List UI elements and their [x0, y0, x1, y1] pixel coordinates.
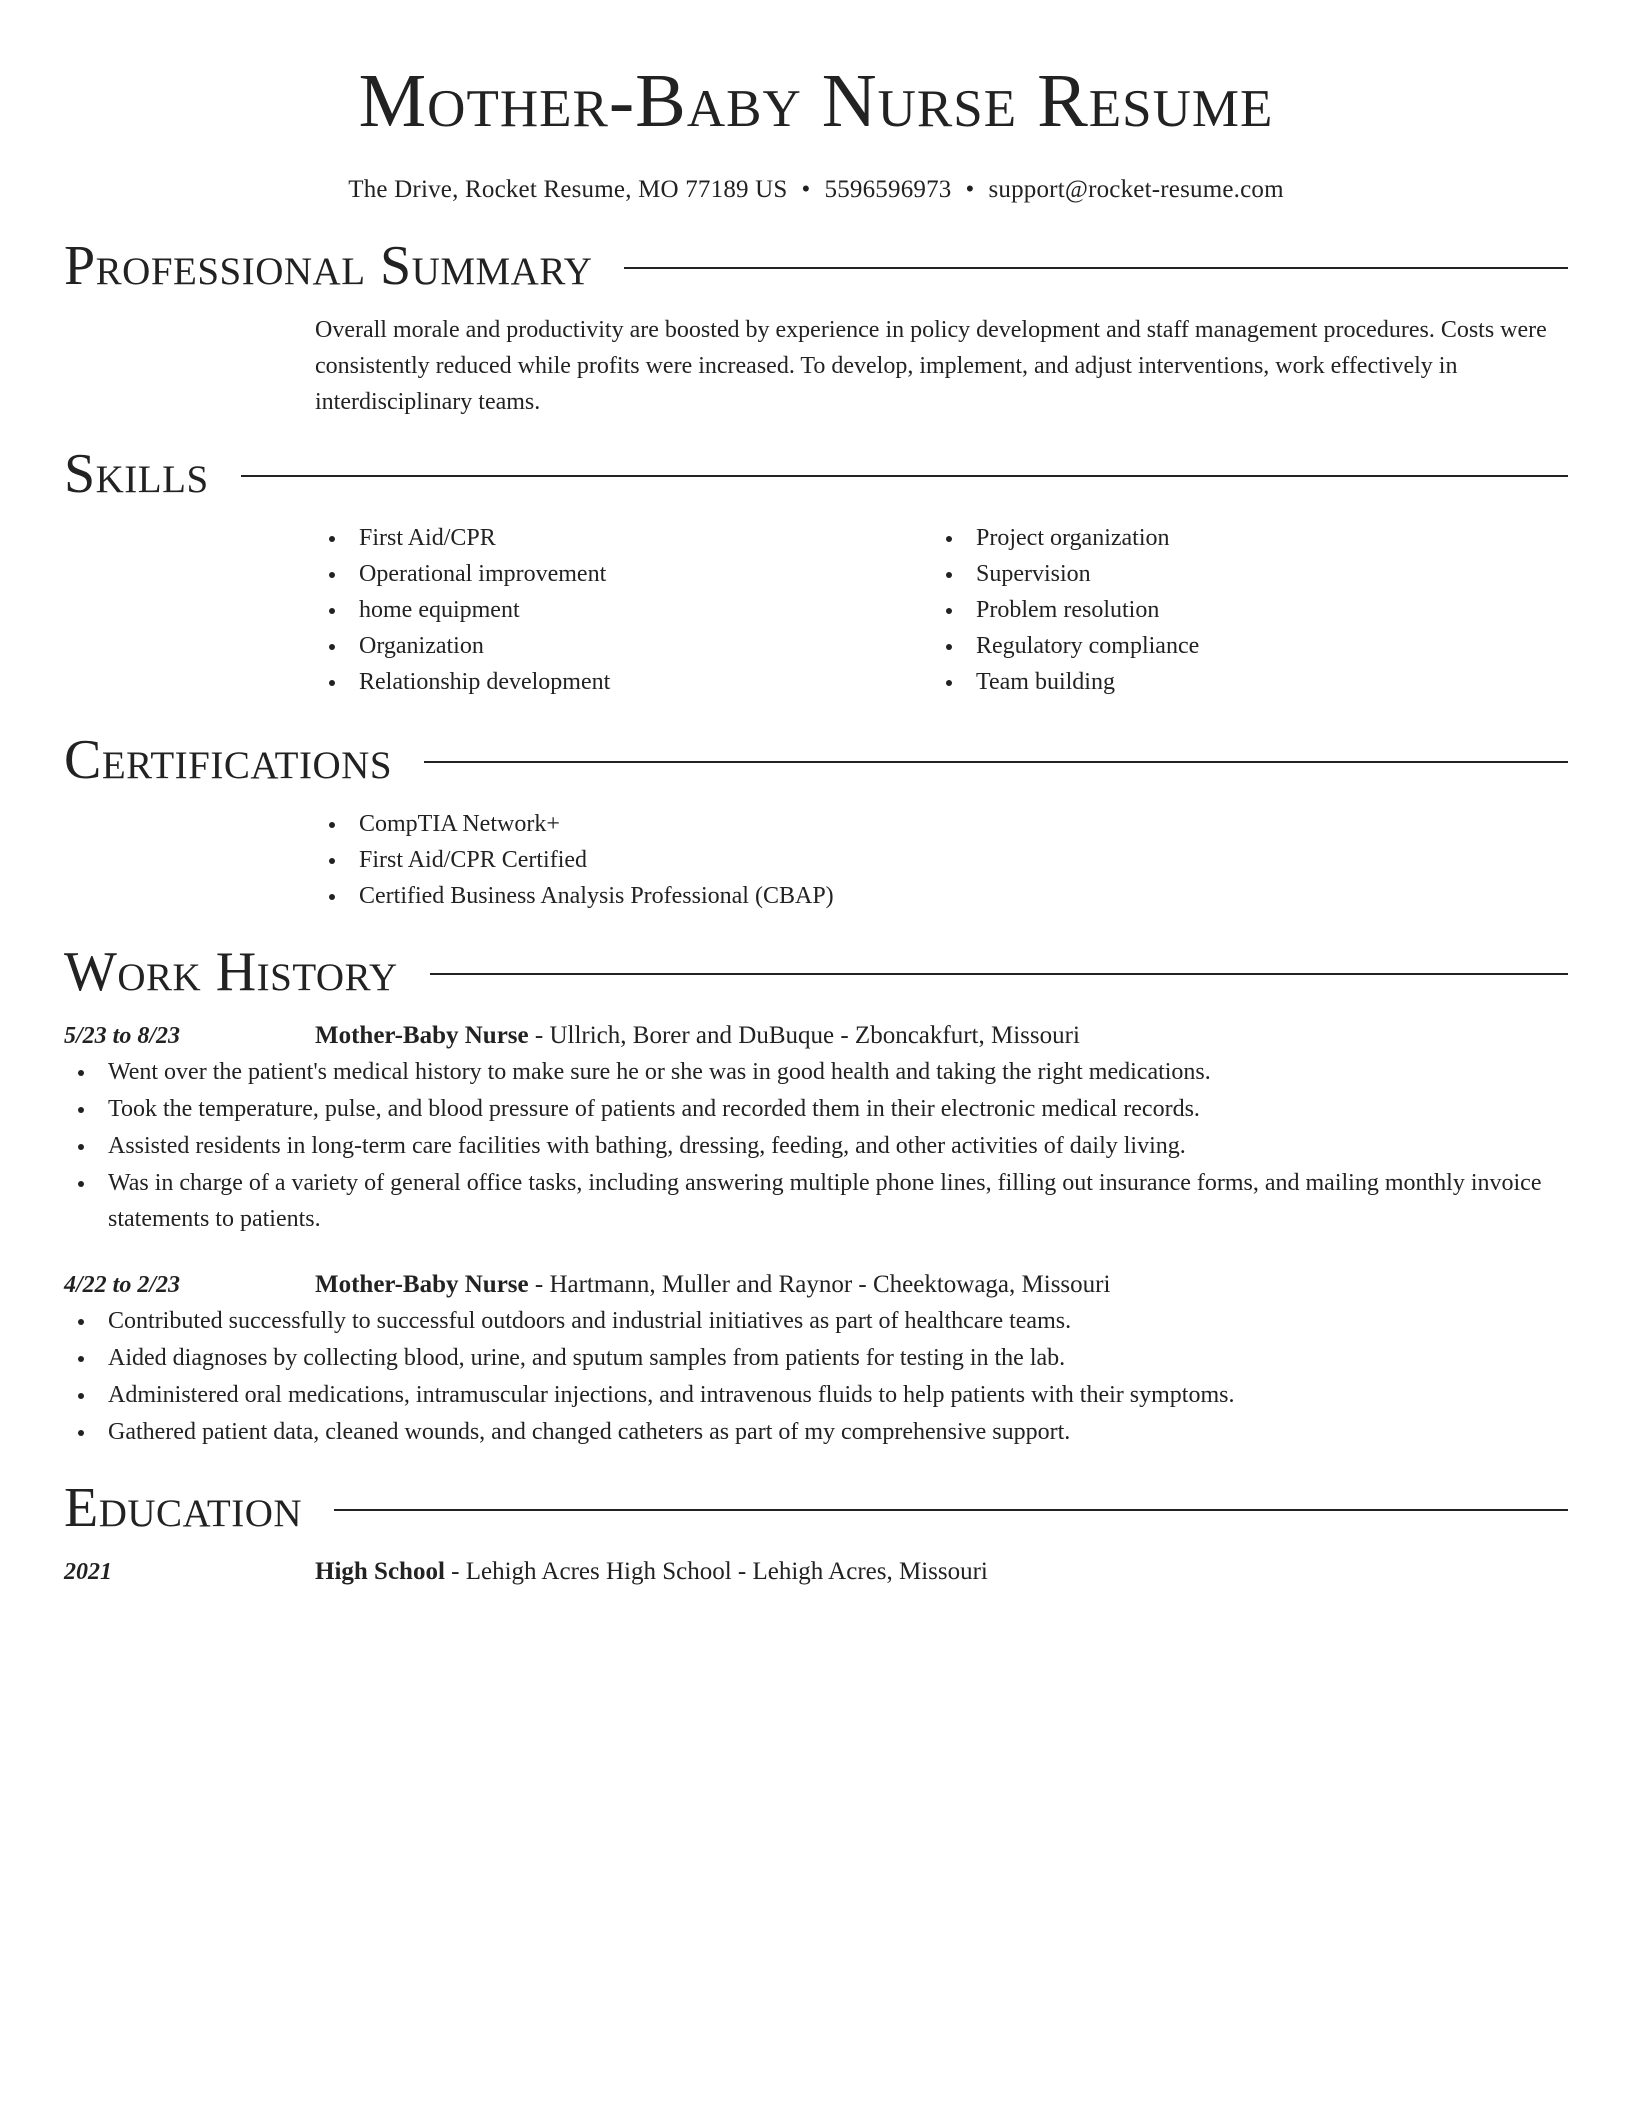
education-degree: High School [315, 1558, 445, 1585]
certification-item: First Aid/CPR Certified [315, 842, 1568, 878]
bullet-icon [329, 894, 335, 900]
section-divider [624, 267, 1568, 269]
bullet-icon [329, 608, 335, 614]
skill-item: Organization [315, 628, 932, 664]
bullet-icon [329, 858, 335, 864]
summary-section-header [64, 234, 1568, 298]
certification-item: CompTIA Network+ [315, 806, 1568, 842]
skill-item: Relationship development [315, 664, 932, 700]
bullet-icon [78, 1356, 84, 1362]
contact-phone: 5596596973 [824, 176, 952, 203]
job-bullet: Went over the patient's medical history to make sure he or she was in good health and taking the right medications. [64, 1054, 1568, 1090]
skill-item: Project organization [932, 520, 1549, 556]
job-header [315, 1018, 1080, 1054]
section-divider [241, 475, 1568, 477]
certification-item: Certified Business Analysis Professional (CBAP) [315, 878, 1568, 914]
job-dates: 5/23 to 8/23 [64, 1023, 181, 1049]
job-bullet: Contributed successfully to successful outdoors and industrial initiatives as part of healthcare teams. [64, 1303, 1568, 1339]
summary-heading: Professional Summary [64, 235, 593, 297]
resume-page [64, 0, 1568, 1590]
bullet-icon [78, 1319, 84, 1325]
skills-section-header [64, 442, 1568, 506]
job-dates: 4/22 to 2/23 [64, 1272, 181, 1298]
skill-item: home equipment [315, 592, 932, 628]
skill-item: Operational improvement [315, 556, 932, 592]
education-entry [64, 1554, 1568, 1590]
job-bullets [64, 1054, 1568, 1237]
resume-title: Mother-Baby Nurse Resume [358, 59, 1274, 143]
bullet-icon [329, 572, 335, 578]
education-section-header [64, 1476, 1568, 1540]
job-bullet: Administered oral medications, intramuscular injections, and intravenous fluids to help patients with their symptoms. [64, 1377, 1568, 1413]
contact-separator: • [965, 176, 975, 203]
job-employer: - Ullrich, Borer and DuBuque - Zboncakfurt, Missouri [528, 1022, 1080, 1049]
skills-column-right [932, 520, 1549, 700]
bullet-icon [946, 680, 952, 686]
job-bullets [64, 1303, 1568, 1450]
job-entry [64, 1267, 1568, 1450]
contact-line [64, 174, 1568, 206]
certifications-section-header [64, 728, 1568, 792]
education-school: - Lehigh Acres High School - Lehigh Acres, Missouri [444, 1558, 988, 1585]
work-section-header [64, 940, 1568, 1004]
skills-heading: Skills [64, 443, 209, 505]
bullet-icon [946, 644, 952, 650]
summary-body [315, 312, 1568, 420]
bullet-icon [946, 608, 952, 614]
skill-item: Supervision [932, 556, 1549, 592]
skill-item: First Aid/CPR [315, 520, 932, 556]
contact-email: support@rocket-resume.com [988, 176, 1284, 203]
job-bullet: Gathered patient data, cleaned wounds, and changed catheters as part of my comprehensive support. [64, 1414, 1568, 1450]
contact-address: The Drive, Rocket Resume, MO 77189 US [348, 176, 788, 203]
bullet-icon [78, 1107, 84, 1113]
bullet-icon [329, 536, 335, 542]
bullet-icon [78, 1393, 84, 1399]
certifications-heading: Certifications [64, 729, 393, 791]
summary-text: Overall morale and productivity are boosted by experience in policy development and staff management procedures. Costs were consistently reduced while profits were increased. To develop, implement, and adjust interventions, work effectively in interdisciplinary teams. [315, 317, 1547, 415]
education-heading: Education [64, 1477, 303, 1539]
job-bullet: Aided diagnoses by collecting blood, urine, and sputum samples from patients for testing in the lab. [64, 1340, 1568, 1376]
bullet-icon [78, 1144, 84, 1150]
job-bullet: Took the temperature, pulse, and blood pressure of patients and recorded them in their electronic medical records. [64, 1091, 1568, 1127]
education-header [315, 1554, 988, 1590]
skill-item: Team building [932, 664, 1549, 700]
bullet-icon [946, 536, 952, 542]
job-title: Mother-Baby Nurse [315, 1022, 529, 1049]
bullet-icon [329, 644, 335, 650]
skill-item: Regulatory compliance [932, 628, 1549, 664]
job-title: Mother-Baby Nurse [315, 1271, 529, 1298]
job-bullet: Was in charge of a variety of general office tasks, including answering multiple phone lines, filling out insurance forms, and mailing monthly invoice statements to patients. [64, 1165, 1568, 1237]
bullet-icon [78, 1070, 84, 1076]
job-employer: - Hartmann, Muller and Raynor - Cheektowaga, Missouri [528, 1271, 1111, 1298]
job-entry [64, 1018, 1568, 1237]
section-divider [334, 1509, 1568, 1511]
bullet-icon [78, 1181, 84, 1187]
job-header [315, 1267, 1110, 1303]
bullet-icon [329, 680, 335, 686]
work-heading: Work History [64, 941, 398, 1003]
education-year: 2021 [64, 1559, 112, 1585]
bullet-icon [78, 1430, 84, 1436]
skill-item: Problem resolution [932, 592, 1549, 628]
job-bullet: Assisted residents in long-term care facilities with bathing, dressing, feeding, and other activities of daily living. [64, 1128, 1568, 1164]
skills-column-left [315, 520, 932, 700]
contact-separator: • [801, 176, 811, 203]
section-divider [424, 761, 1568, 763]
skills-list [315, 520, 1568, 700]
certifications-list [315, 806, 1568, 914]
bullet-icon [946, 572, 952, 578]
bullet-icon [329, 822, 335, 828]
section-divider [430, 973, 1568, 975]
